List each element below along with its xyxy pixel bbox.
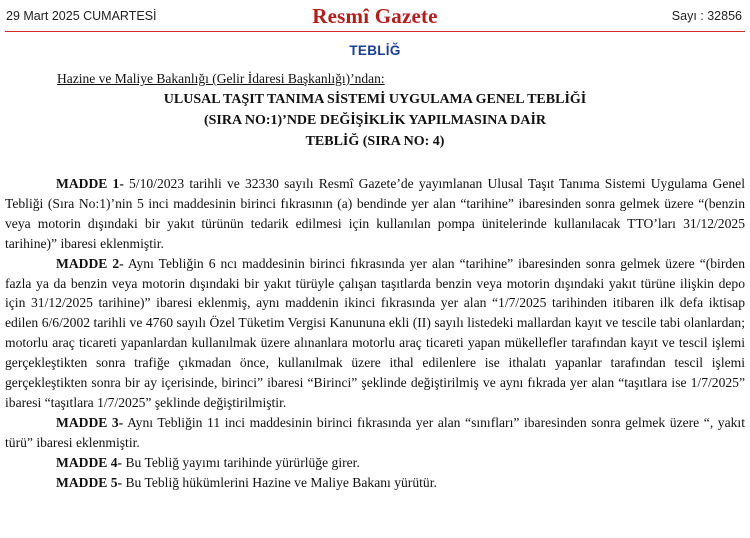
article-3 [5, 413, 745, 453]
issue-number: Sayı : 32856 [671, 9, 742, 23]
article-label: MADDE 4- [56, 454, 123, 470]
article-text: Bu Tebliğ hükümlerini Hazine ve Maliye Bakanı yürütür. [122, 474, 437, 490]
title-line: (SIRA NO:1)’NDE DEĞİŞİKLİK YAPILMASINA DAİR [203, 113, 546, 128]
article-2 [5, 254, 745, 413]
issue-date: 29 Mart 2025 CUMARTESİ [6, 9, 157, 23]
title-line: ULUSAL TAŞIT TANIMA SİSTEMİ UYGULAMA GENEL TEBLİĞİ [163, 92, 587, 107]
communique-title [0, 89, 750, 152]
header-divider [5, 31, 745, 32]
title-line: TEBLİĞ (SIRA NO: 4) [305, 134, 445, 149]
article-label: MADDE 1- [56, 176, 124, 191]
article-text: Aynı Tebliğin 6 ncı maddesinin birinci fıkrasında yer alan “tarihine” ibaresinden sonra gelmek üzere “(birden fazla ya da benzin veya motorin dışındaki bir yakıt türüyle çalışan taşıtlarda benzin veya motorin dışındaki yakıt türüne ilişkin depo için 31/12/2025 tarihine)” ibaresi eklenmiş, aynı maddenin ikinci fıkrasında yer alan “1/7/2025 tarihinden itibaren ilk defa iktisap edilen 6/6/2002 tarihli ve 4760 sayılı Özel Tüketim Vergisi Kanununa ekli (II) sayılı listedeki mallardan kayıt ve tescile tabi olanlardan; motorlu araç ticareti yapanlardan kullanılmak üzere alınanlara motorlu araç ticareti yapan mükellefler tarafından kayıt ve tescil işlemi gerçekleştikten sonra trafiğe çıkmadan önce, kullanılmak üzere ithal edilenlere ise ithalatı yapanlar tarafından tescil işlemi gerçekleştikten sonra bir ay içerisinde, birinci” ibaresi “Birinci” şeklinde değiştirilmiş ve aynı fıkrada yer alan “taşıtlara ise 1/7/2025” ibaresi “taşıtlara 1/7/2025” şeklinde değiştirilmiştir. [5, 255, 745, 410]
article-text: Bu Tebliğ yayımı tarihinde yürürlüğe girer. [122, 454, 360, 470]
document-body [5, 174, 745, 493]
article-label: MADDE 2- [56, 255, 124, 271]
article-label: MADDE 5- [56, 474, 123, 490]
article-1 [5, 174, 745, 254]
issuing-authority: Hazine ve Maliye Bakanlığı (Gelir İdaresi Başkanlığı)’ndan: [57, 71, 385, 86]
article-text: 5/10/2023 tarihli ve 32330 sayılı Resmî Gazete’de yayımlanan Ulusal Taşıt Tanıma Sistemi Uygulama Genel Tebliği (Sıra No:1)’nin 5 inci maddesinin birinci fıkrasının (a) bendinde yer alan “tarihine” ibaresinden sonra gelmek üzere “(benzin veya motorin dışındaki bir yakıt türünün tedarik edilmesi için kullanılan pompa ünitelerinde kullanılacak TTO’ları 31/12/2025 tarihine)” ibaresi eklenmiştir. [5, 176, 745, 251]
article-text: Aynı Tebliğin 11 inci maddesinin birinci fıkrasında yer alan “sınıfları” ibaresinden sonra gelmek üzere “, yakıt türü” ibaresi eklenmiştir. [5, 414, 745, 450]
article-4 [5, 453, 745, 473]
gazette-header [0, 0, 750, 32]
article-label: MADDE 3- [56, 414, 124, 430]
gazette-title: Resmî Gazete [312, 4, 438, 28]
article-5 [5, 473, 745, 493]
document-type: TEBLİĞ [349, 43, 401, 58]
